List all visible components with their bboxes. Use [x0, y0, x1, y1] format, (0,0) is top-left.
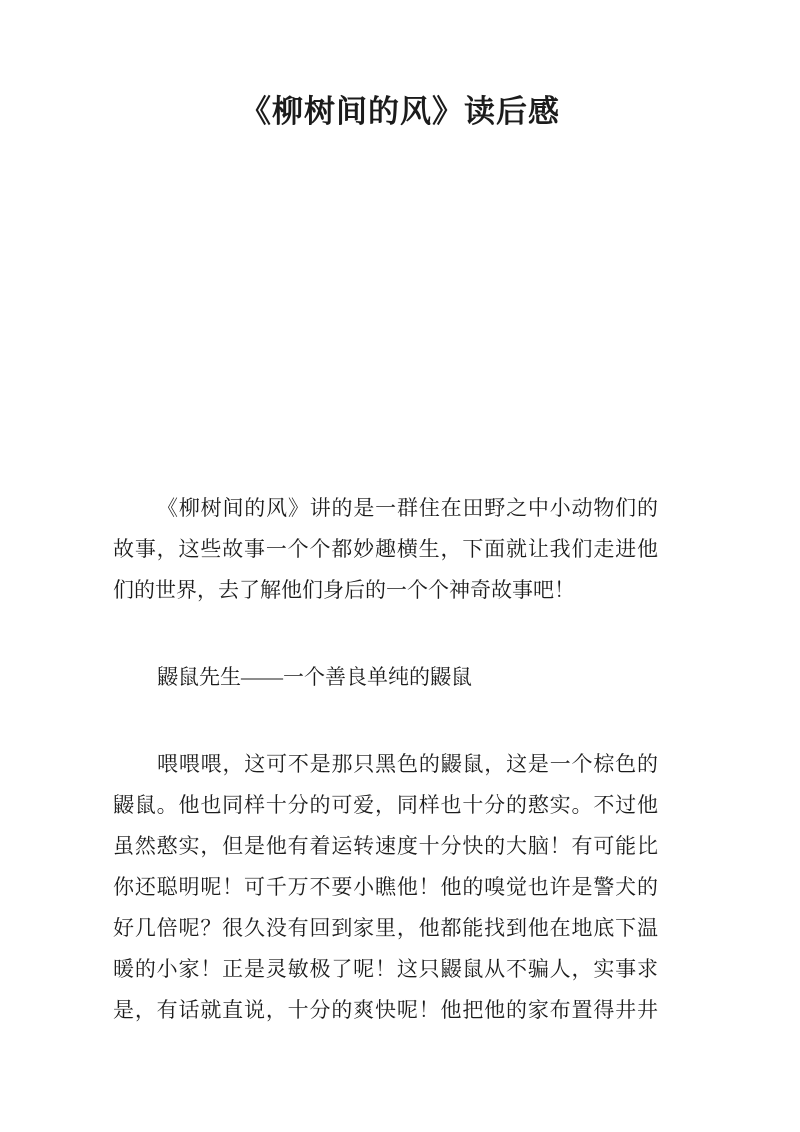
- paragraph-mole: [113, 744, 658, 1031]
- text-line: 虽然憨实，但是他有着运转速度十分快的大脑！有可能比: [113, 834, 658, 858]
- paragraph-intro: [113, 488, 658, 611]
- text-line: 喂喂喂，这可不是那只黑色的鼹鼠，这是一个棕色的: [157, 752, 658, 776]
- section-heading-text: 鼹鼠先生——一个善良单纯的鼹鼠: [157, 665, 472, 689]
- text-line: 好几倍呢？很久没有回到家里，他都能找到他在地底下温: [113, 916, 658, 940]
- text-line: 《柳树间的风》讲的是一群住在田野之中小动物们的: [157, 496, 658, 520]
- text-line: 鼹鼠。他也同样十分的可爱，同样也十分的憨实。不过他: [113, 793, 658, 817]
- section-heading: [113, 657, 658, 698]
- document-title: 《柳树间的风》读后感: [240, 94, 560, 129]
- text-line: 你还聪明呢！可千万不要小瞧他！他的嗅觉也许是警犬的: [113, 875, 658, 899]
- text-line: 故事，这些故事一个个都妙趣横生，下面就让我们走进他: [113, 537, 658, 561]
- document-body: [113, 488, 658, 1031]
- text-line: 是，有话就直说，十分的爽快呢！他把他的家布置得井井: [113, 998, 658, 1022]
- text-line: 暖的小家！正是灵敏极了呢！这只鼹鼠从不骗人，实事求: [113, 957, 658, 981]
- text-line: 们的世界，去了解他们身后的一个个神奇故事吧！: [113, 578, 575, 602]
